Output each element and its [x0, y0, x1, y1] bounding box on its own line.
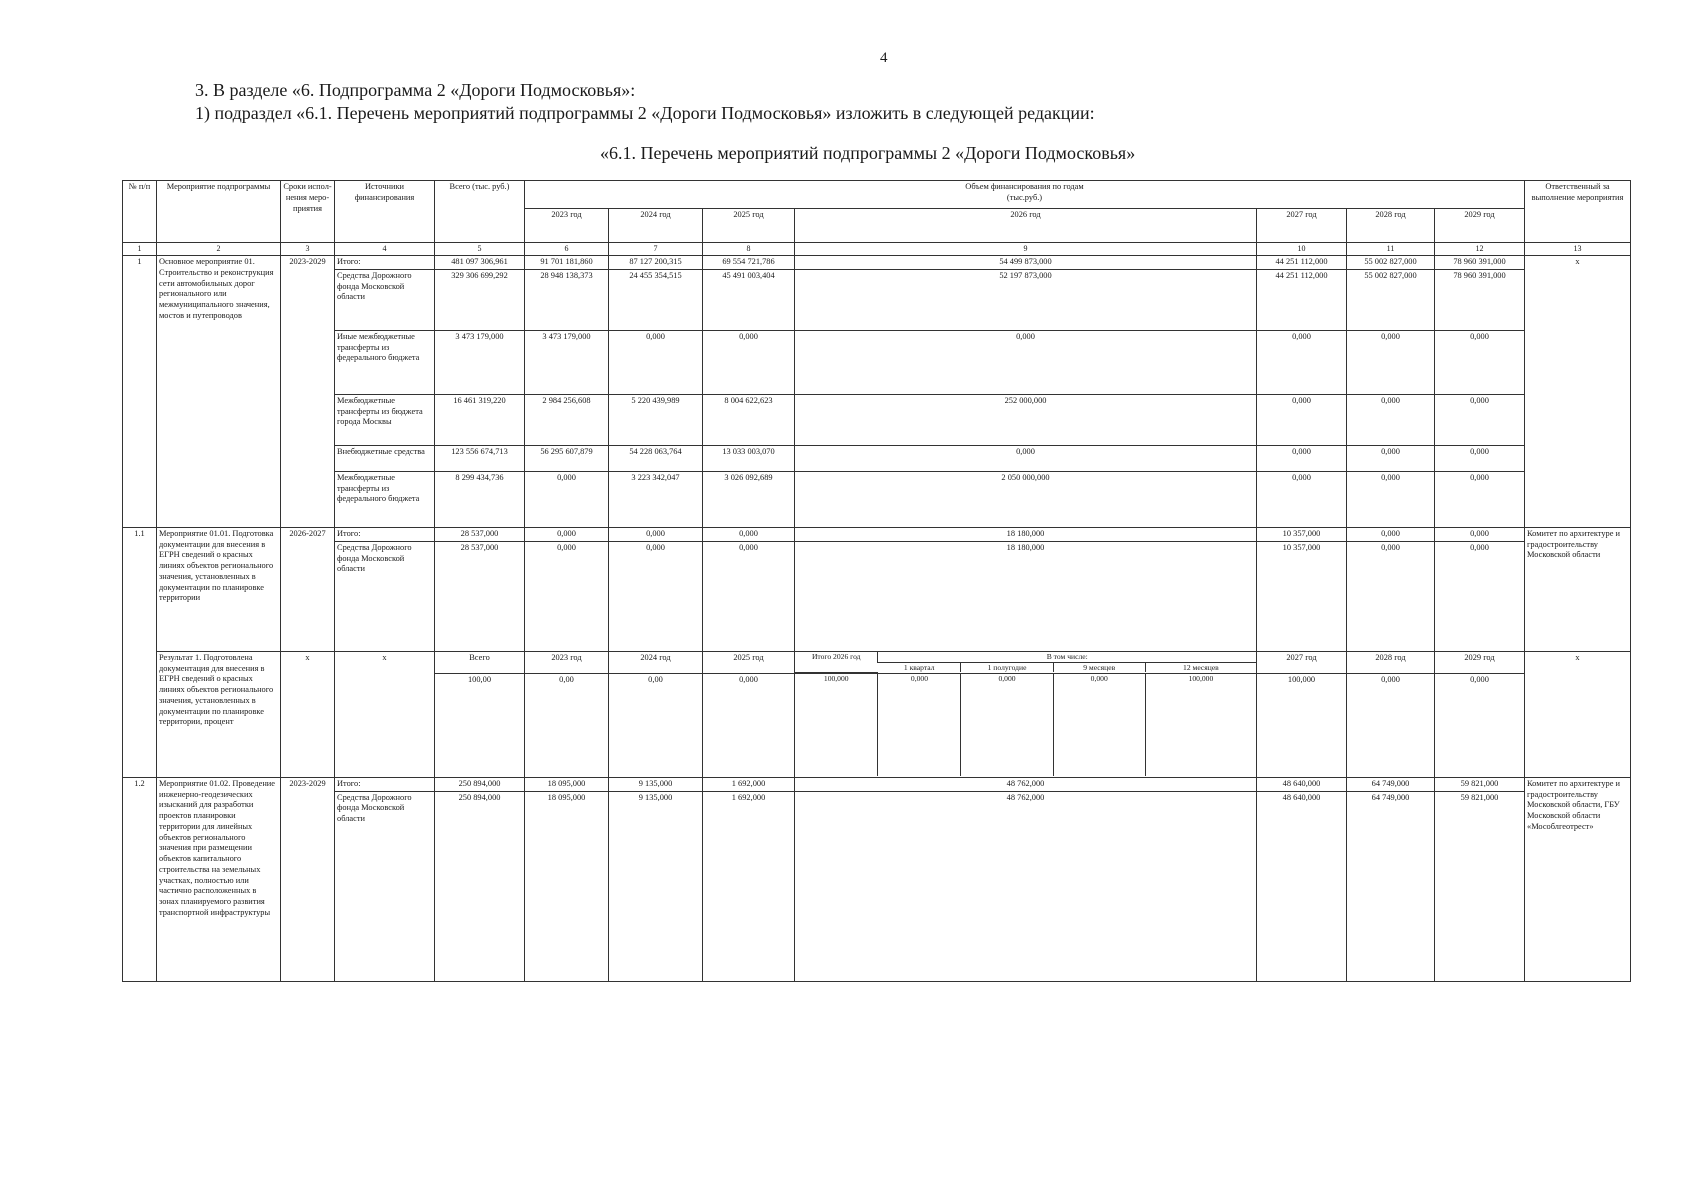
value-2024: 54 228 063,764 [609, 445, 703, 471]
row-num: 1.1 [123, 527, 157, 777]
value-total: 250 894,000 [435, 791, 525, 981]
result-value-total2026: 100,000 [823, 673, 849, 683]
column-number: 12 [1435, 243, 1525, 256]
value-total: 8 299 434,736 [435, 471, 525, 527]
value-2029: 0,000 [1435, 541, 1525, 651]
result-head-2027: 2027 год [1257, 651, 1347, 673]
value-total: 28 537,000 [435, 541, 525, 651]
value-2024: 3 223 342,047 [609, 471, 703, 527]
table-row [123, 541, 1631, 651]
value-2026: 0,000 [795, 445, 1257, 471]
result-value-total: 100,00 [435, 673, 525, 777]
row-num: 1 [123, 256, 157, 528]
value-2024: 0,000 [609, 541, 703, 651]
value-2023: 2 984 256,608 [525, 394, 609, 445]
value-2028: 0,000 [1347, 527, 1435, 541]
value-2029: 0,000 [1435, 394, 1525, 445]
table-row [123, 777, 1631, 791]
value-2024: 0,000 [609, 527, 703, 541]
responsible: х [1525, 256, 1631, 528]
source-label: Средства Дорожного фонда Московской области [335, 541, 435, 651]
value-2026: 0,000 [795, 330, 1257, 394]
result-header-row [123, 651, 1631, 673]
result-value-m9: 0,000 [1053, 674, 1145, 776]
value-2024: 24 455 354,515 [609, 269, 703, 330]
source-label: Итого: [335, 256, 435, 270]
value-2029: 0,000 [1435, 471, 1525, 527]
result-head-2023: 2023 год [525, 651, 609, 673]
value-2025: 69 554 721,786 [703, 256, 795, 270]
value-2029: 0,000 [1435, 445, 1525, 471]
header-responsible: Ответственный за выполнение мероприятия [1525, 181, 1631, 243]
table-row [123, 256, 1631, 270]
value-2024: 9 135,000 [609, 777, 703, 791]
result-value-2024: 0,00 [609, 673, 703, 777]
result-value-h1: 0,000 [961, 674, 1053, 776]
result-responsible: х [1525, 651, 1631, 777]
result-head-q1: 1 квартал [903, 662, 935, 672]
value-total: 481 097 306,961 [435, 256, 525, 270]
value-total: 16 461 319,220 [435, 394, 525, 445]
result-head-m9: 9 месяцев [1053, 662, 1145, 672]
value-2025: 0,000 [703, 330, 795, 394]
measure-terms: 2023-2029 [281, 256, 335, 528]
header-2023: 2023 год [525, 209, 609, 243]
source-label: Межбюджетные трансферты из бюджета города Москвы [335, 394, 435, 445]
result-head-h1: 1 полугодие [961, 662, 1053, 672]
header-terms: Сроки испол-нения меро-приятия [281, 181, 335, 243]
source-label: Межбюджетные трансферты из федерального бюджета [335, 471, 435, 527]
header-2028: 2028 год [1347, 209, 1435, 243]
result-name: Результат 1. Подготовлена документация для внесения в ЕГРН сведений о красных линиях объектов регионального значения, установленных в документации по планировке территории, процент [157, 651, 281, 777]
value-2027: 10 357,000 [1257, 527, 1347, 541]
value-2023: 0,000 [525, 527, 609, 541]
header-funding [525, 181, 1525, 209]
result-value-2028: 0,000 [1347, 673, 1435, 777]
value-2028: 0,000 [1347, 394, 1435, 445]
result-head-2029: 2029 год [1435, 651, 1525, 673]
responsible: Комитет по архитектуре и градостроительству Московской области [1525, 527, 1631, 651]
value-2025: 1 692,000 [703, 791, 795, 981]
value-total: 250 894,000 [435, 777, 525, 791]
header-funding-title: Объем финансирования по годам [965, 182, 1084, 191]
column-number: 10 [1257, 243, 1347, 256]
source-label: Средства Дорожного фонда Московской области [335, 269, 435, 330]
value-2028: 55 002 827,000 [1347, 269, 1435, 330]
value-2027: 0,000 [1257, 445, 1347, 471]
result-value-2029: 0,000 [1435, 673, 1525, 777]
value-2026: 54 499 873,000 [795, 256, 1257, 270]
header-2025: 2025 год [703, 209, 795, 243]
measure-terms: 2023-2029 [281, 777, 335, 981]
value-total: 123 556 674,713 [435, 445, 525, 471]
header-2029: 2029 год [1435, 209, 1525, 243]
value-2023: 28 948 138,373 [525, 269, 609, 330]
value-2027: 0,000 [1257, 330, 1347, 394]
value-2024: 5 220 439,989 [609, 394, 703, 445]
column-numbers-row [123, 243, 1631, 256]
value-2025: 45 491 003,404 [703, 269, 795, 330]
value-total: 28 537,000 [435, 527, 525, 541]
value-2025: 8 004 622,623 [703, 394, 795, 445]
column-number: 3 [281, 243, 335, 256]
result-terms: х [281, 651, 335, 777]
result-head-incl: В том числе: [878, 652, 1256, 662]
result-head-2026 [795, 651, 1257, 673]
source-label: Внебюджетные средства [335, 445, 435, 471]
table-row [123, 269, 1631, 330]
column-number: 6 [525, 243, 609, 256]
header-num: № п/п [123, 181, 157, 243]
measure-name: Мероприятие 01.01. Подготовка документации для внесения в ЕГРН сведений о красных линиях объектов регионального значения, установленных в документации по планировке территории [157, 527, 281, 651]
result-value-2025: 0,000 [703, 673, 795, 777]
value-total: 3 473 179,000 [435, 330, 525, 394]
table-row [123, 527, 1631, 541]
value-2028: 0,000 [1347, 330, 1435, 394]
value-2029: 0,000 [1435, 527, 1525, 541]
result-value-m12: 100,000 [1145, 674, 1256, 776]
result-value-2023: 0,00 [525, 673, 609, 777]
table-title: «6.1. Перечень мероприятий подпрограммы 2 «Дороги Подмосковья» [600, 143, 1136, 163]
section-heading: 3. В разделе «6. Подпрограмма 2 «Дороги Подмосковья»: [195, 80, 636, 100]
page-number: 4 [880, 50, 888, 66]
column-number: 8 [703, 243, 795, 256]
value-2027: 10 357,000 [1257, 541, 1347, 651]
result-head-total: Всего [435, 651, 525, 673]
value-2026: 48 762,000 [795, 777, 1257, 791]
value-2024: 87 127 200,315 [609, 256, 703, 270]
value-2028: 64 749,000 [1347, 791, 1435, 981]
result-head-m12: 12 месяцев [1145, 662, 1256, 672]
result-value-2027: 100,000 [1257, 673, 1347, 777]
header-measure: Мероприятие подпрограммы [157, 181, 281, 243]
value-2029: 78 960 391,000 [1435, 256, 1525, 270]
value-2028: 0,000 [1347, 445, 1435, 471]
value-2027: 48 640,000 [1257, 791, 1347, 981]
source-label: Иные межбюджетные трансферты из федерального бюджета [335, 330, 435, 394]
value-2023: 0,000 [525, 471, 609, 527]
section-instruction: 1) подраздел «6.1. Перечень мероприятий подпрограммы 2 «Дороги Подмосковья» изложить в следующей редакции: [195, 103, 1095, 123]
header-sources: Источники финансирования [335, 181, 435, 243]
result-value-2026 [795, 673, 1257, 777]
value-2029: 59 821,000 [1435, 777, 1525, 791]
value-2027: 48 640,000 [1257, 777, 1347, 791]
value-2027: 0,000 [1257, 394, 1347, 445]
table-row [123, 791, 1631, 981]
responsible: Комитет по архитектуре и градостроительству Московской области, ГБУ Московской области «Мособлгеотрест» [1525, 777, 1631, 981]
value-2026: 18 180,000 [795, 541, 1257, 651]
column-number: 13 [1525, 243, 1631, 256]
value-2029: 59 821,000 [1435, 791, 1525, 981]
column-number: 9 [795, 243, 1257, 256]
value-2025: 3 026 092,689 [703, 471, 795, 527]
header-2027: 2027 год [1257, 209, 1347, 243]
value-2026: 252 000,000 [795, 394, 1257, 445]
result-head-2028: 2028 год [1347, 651, 1435, 673]
source-label: Средства Дорожного фонда Московской области [335, 791, 435, 981]
value-2026: 2 050 000,000 [795, 471, 1257, 527]
value-2028: 0,000 [1347, 541, 1435, 651]
value-2026: 52 197 873,000 [795, 269, 1257, 330]
value-2025: 1 692,000 [703, 777, 795, 791]
result-head-2025: 2025 год [703, 651, 795, 673]
column-number: 7 [609, 243, 703, 256]
result-head-2024: 2024 год [609, 651, 703, 673]
value-2027: 44 251 112,000 [1257, 269, 1347, 330]
value-2027: 0,000 [1257, 471, 1347, 527]
column-number: 5 [435, 243, 525, 256]
source-label: Итого: [335, 527, 435, 541]
column-number: 4 [335, 243, 435, 256]
table-row [123, 330, 1631, 394]
result-value-q1: 0,000 [878, 674, 961, 776]
header-funding-unit: (тыс.руб.) [1006, 192, 1043, 202]
table-row [123, 471, 1631, 527]
measure-name: Основное мероприятие 01. Строительство и реконструкция сети автомобильных дорог регионального или межмуниципального значения, мостов и путепроводов [157, 256, 281, 528]
value-2025: 0,000 [703, 527, 795, 541]
measure-name: Мероприятие 01.02. Проведение инженерно-геодезических изысканий для разработки проектов планировки территории для линейных объектов регионального значения при размещении объектов капитального строительства на земельных участках, полностью или частично расположенных в зонах планируемого развития транспортной инфраструктуры [157, 777, 281, 981]
value-2028: 64 749,000 [1347, 777, 1435, 791]
measure-terms: 2026-2027 [281, 527, 335, 651]
value-total: 329 306 699,292 [435, 269, 525, 330]
value-2028: 0,000 [1347, 471, 1435, 527]
column-number: 2 [157, 243, 281, 256]
value-2023: 18 095,000 [525, 777, 609, 791]
value-2023: 91 701 181,860 [525, 256, 609, 270]
value-2023: 18 095,000 [525, 791, 609, 981]
value-2023: 56 295 607,879 [525, 445, 609, 471]
table-row [123, 445, 1631, 471]
value-2024: 0,000 [609, 330, 703, 394]
header-2026: 2026 год [795, 209, 1257, 243]
value-2029: 78 960 391,000 [1435, 269, 1525, 330]
value-2025: 0,000 [703, 541, 795, 651]
row-num: 1.2 [123, 777, 157, 981]
value-2026: 48 762,000 [795, 791, 1257, 981]
value-2027: 44 251 112,000 [1257, 256, 1347, 270]
source-label: Итого: [335, 777, 435, 791]
value-2026: 18 180,000 [795, 527, 1257, 541]
value-2025: 13 033 003,070 [703, 445, 795, 471]
value-2029: 0,000 [1435, 330, 1525, 394]
measures-table [122, 180, 1631, 982]
column-number: 11 [1347, 243, 1435, 256]
value-2028: 55 002 827,000 [1347, 256, 1435, 270]
value-2024: 9 135,000 [609, 791, 703, 981]
value-2023: 3 473 179,000 [525, 330, 609, 394]
header-2024: 2024 год [609, 209, 703, 243]
table-row [123, 394, 1631, 445]
result-sources: х [335, 651, 435, 777]
header-total: Всего (тыс. руб.) [435, 181, 525, 243]
value-2023: 0,000 [525, 541, 609, 651]
result-head-total2026: Итого 2026 год [795, 652, 878, 672]
column-number: 1 [123, 243, 157, 256]
